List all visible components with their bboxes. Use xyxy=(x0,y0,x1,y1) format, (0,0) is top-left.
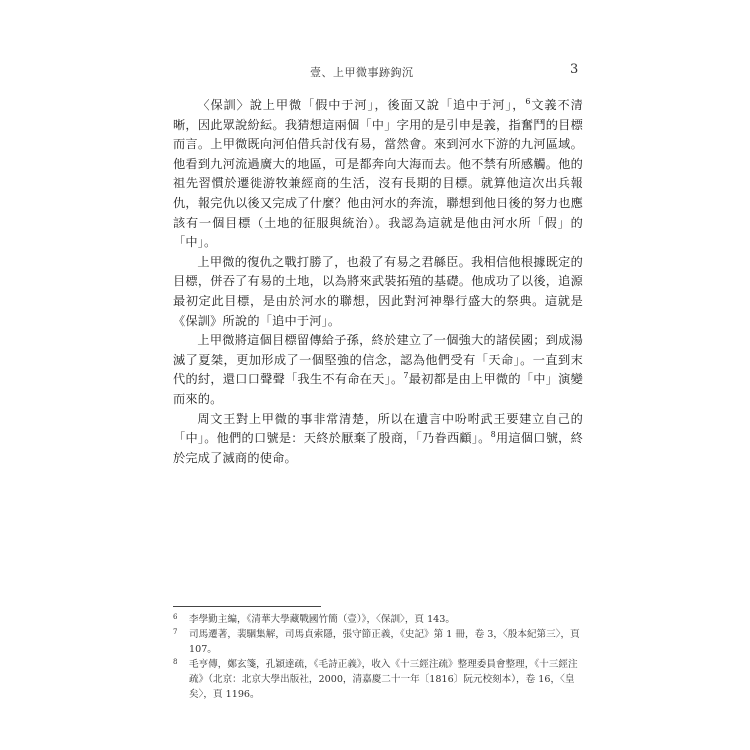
footnote-number: 6 xyxy=(173,613,178,621)
footnote-ref-7: 7 xyxy=(403,371,409,381)
footnotes xyxy=(173,612,583,702)
paragraph-3 xyxy=(173,331,583,409)
body-text xyxy=(173,96,583,468)
paragraph-1-text-b: 文義不清晰，因此眾說紛紜。我猜想這兩個「中」字用的是引申是義，指奮鬥的目標而言。上甲微既向河伯借兵討伐有易，當然會。來到河水下游的九河區域。他看到九河流過廣大的地區，可是都奔向大海而去。他不禁有所感觸。他的祖先習慣於遷徙游牧兼經商的生活，沒有長期的目標。就算他這次出兵報仇，報完仇以後又完成了什麼？他由河水的奔流，聯想到他日後的努力也應該有一個目標（土地的征服與統治）。我認為這就是他由河水所「假」的「中」。 xyxy=(173,98,583,250)
footnote-number: 8 xyxy=(173,658,178,666)
page-number: 3 xyxy=(570,62,579,77)
footnote-text: 毛亨傳，鄭玄箋，孔穎達疏，《毛詩正義》，收入《十三經注疏》整理委員會整理，《十三經注疏》（北京：北京大學出版社，2000，清嘉慶二十一年〔1816〕阮元校刻本），卷 16，〈皇矣〉，頁 1196。 xyxy=(189,659,578,700)
paragraph-1-text-a: 〈保訓〉說上甲微「假中于河」，後面又說「追中于河」， xyxy=(197,98,526,112)
footnote-ref-6: 6 xyxy=(525,96,531,106)
paragraph-3-text-b: 最初都是由上甲微的「中」演變而來的。 xyxy=(173,372,583,406)
footnote-text: 李學勤主編，《清華大學藏戰國竹簡（壹）》，〈保訓〉，頁 143。 xyxy=(189,614,455,625)
footnote-number: 7 xyxy=(173,628,178,636)
paragraph-2-text: 上甲微的復仇之戰打勝了，也殺了有易之君緜臣。我相信他根據既定的目標，併吞了有易的土地，以為將來武裝拓殖的基礎。他成功了以後，追源最初定此目標，是由於河水的聯想，因此對河神舉行盛大的祭典。這就是《保訓》所說的「追中于河」。 xyxy=(173,254,583,328)
footnote-8 xyxy=(173,657,583,702)
paragraph-4 xyxy=(173,410,583,469)
paragraph-4-text-b: 用這個口號，終於完成了滅商的使命。 xyxy=(173,431,583,465)
footnote-ref-8: 8 xyxy=(490,430,496,440)
footnote-divider xyxy=(173,606,321,607)
footnote-7 xyxy=(173,627,583,657)
paragraph-3-text-a: 上甲微將這個目標留傳給子孫，終於建立了一個強大的諸侯國；到成湯滅了夏桀，更加形成了一個堅強的信念，認為他們受有「天命」。一直到末代的紂，還口口聲聲「我生不有命在天」。 xyxy=(173,333,583,387)
footnote-6 xyxy=(173,612,583,627)
footnote-text: 司馬遷著，裴駰集解，司馬貞索隱，張守節正義，《史記》第 1 冊，卷 3，〈殷本紀第三〉，頁 107。 xyxy=(189,629,580,655)
paragraph-4-text-a: 周文王對上甲微的事非常清楚，所以在遺言中吩咐武王要建立自己的「中」。他們的口號是：天終於厭棄了殷商，「乃眷西顧」。 xyxy=(173,411,583,446)
running-head: 壹、上甲微事跡鉤沉 xyxy=(310,66,414,79)
paragraph-1 xyxy=(173,96,583,253)
paragraph-2 xyxy=(173,253,583,331)
